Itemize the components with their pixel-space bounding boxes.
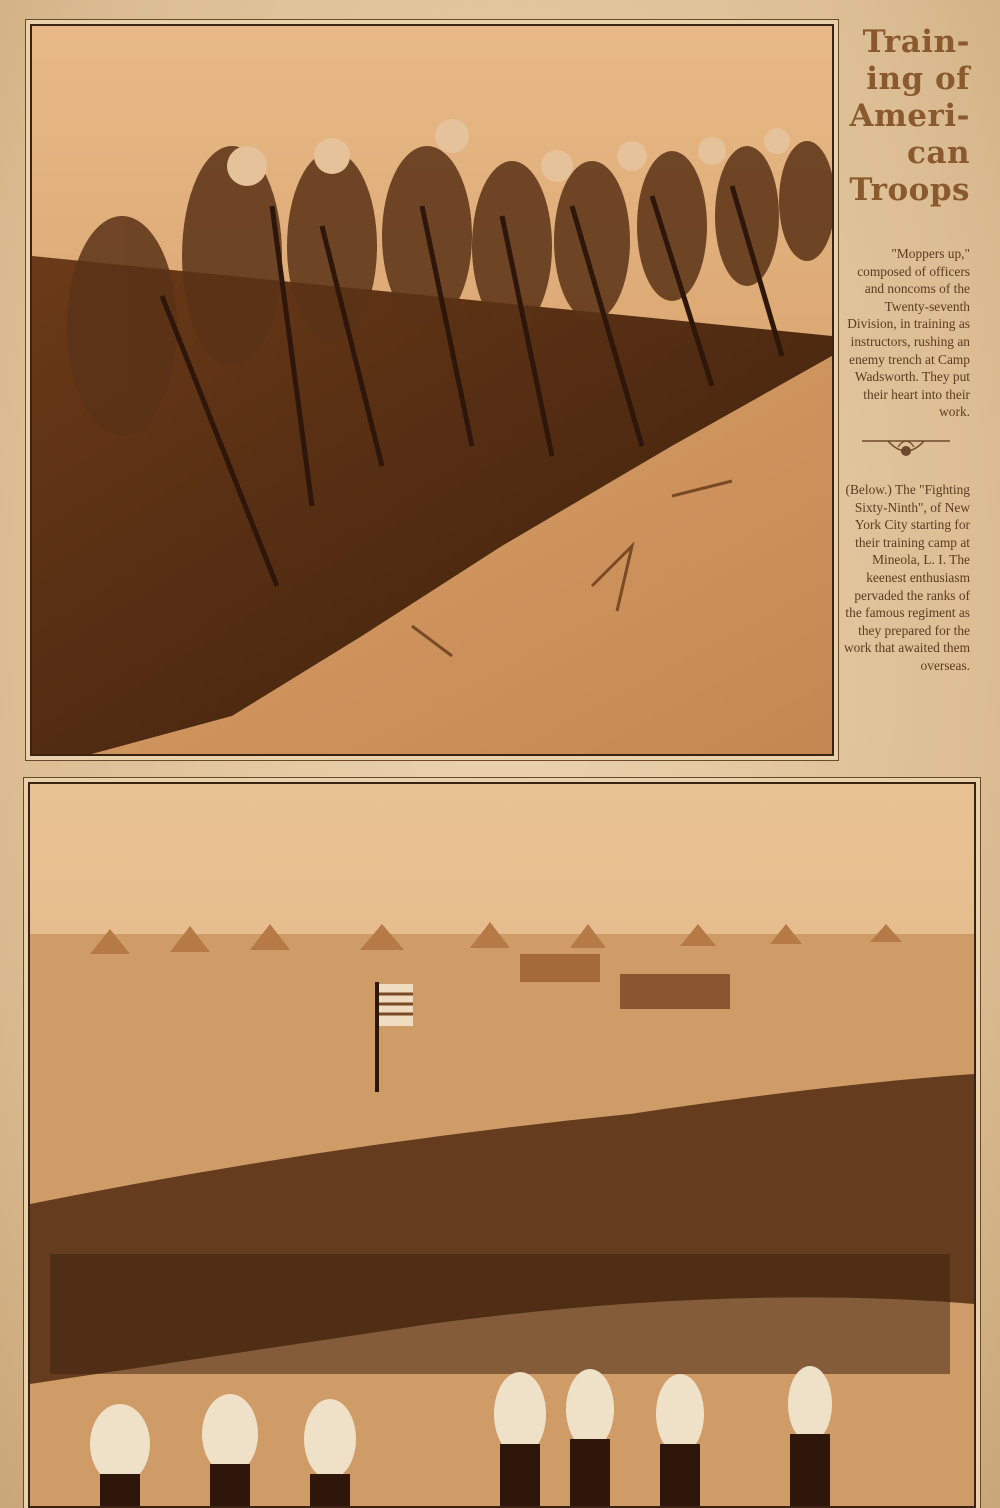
caption-top-photo: "Moppers up," composed of officers and noncoms of the Twenty-seventh Division, in training as instructors, rushing an enemy trench at Camp Wadsworth. They put their heart into their work. [847,246,970,420]
photo-trench-rush [30,24,834,756]
title-line: ing of [866,61,970,97]
title-line: Train- [862,24,970,60]
trench-photo-image [32,26,832,754]
ornament-icon [858,433,954,463]
page-title [842,24,970,209]
title-line: Troops [849,172,970,208]
caption-bottom-photo: (Below.) The "Fighting Sixty-Ninth", of New York City starting for their training camp at Mineola, L. I. The keenest enthusiasm pervaded the ranks of the famous regiment as they prepared for the work that awaited them overseas. [843,481,970,673]
title-line: Ameri- [849,98,970,134]
sidebar-text [842,24,970,774]
photo-regiment-parade [28,782,976,1508]
parade-photo-image [30,784,974,1506]
title-line: can [906,135,970,171]
